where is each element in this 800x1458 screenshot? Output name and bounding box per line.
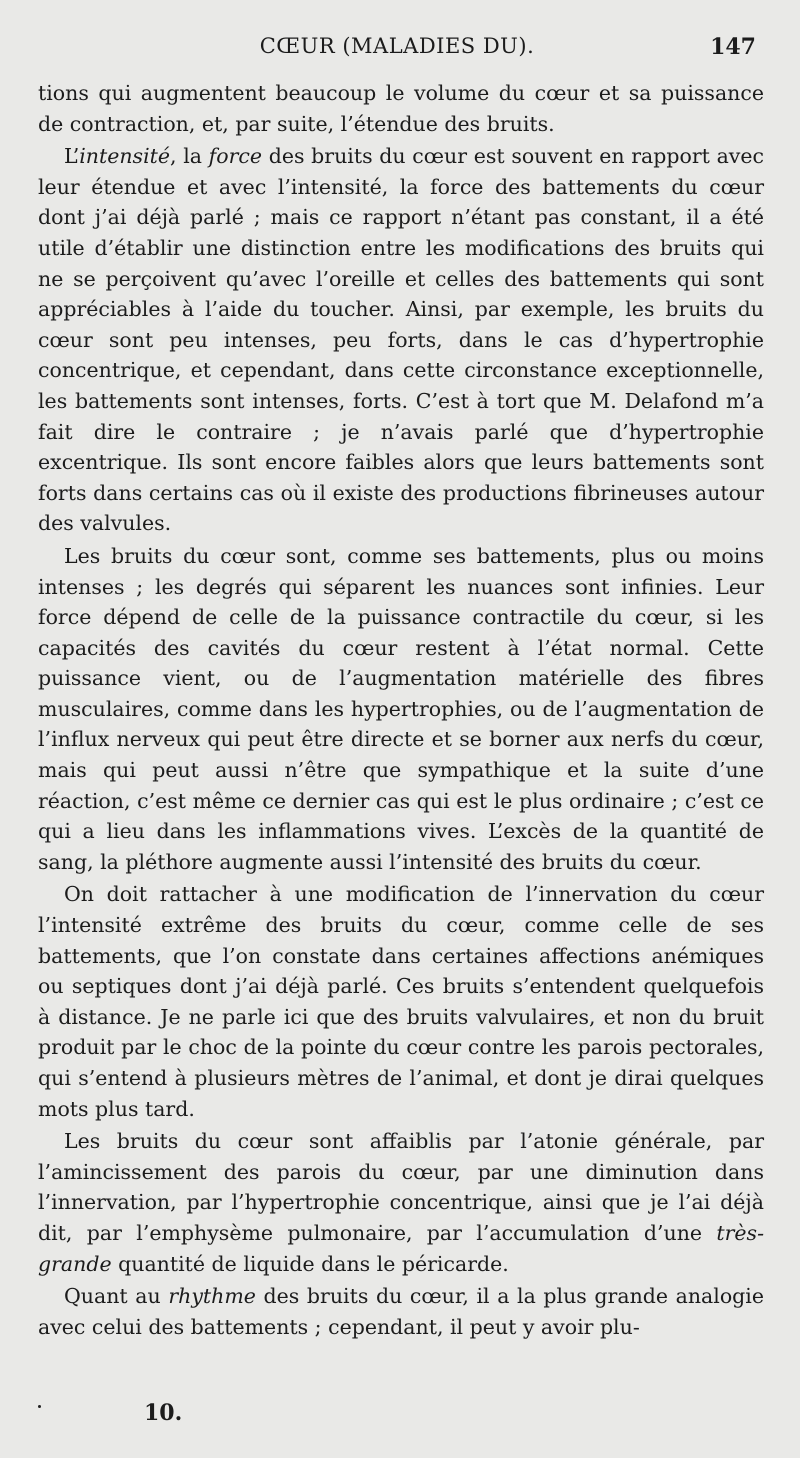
paragraph [38,141,764,539]
paragraph [38,1281,764,1342]
page-number: 147 [710,34,756,60]
italic-text-run: intensité [79,144,170,169]
paragraph [38,541,764,878]
body-text [38,78,764,1342]
text-run: Les bruits du cœur sont affaiblis par l’atonie générale, par l’amincissement des parois du cœur, par une diminution dans l’innervation, par l’hypertrophie concentrique, ainsi que je l’ai déjà dit, par l’emphysème pulmonaire, par l’accumulation d’une [38,1129,764,1245]
text-run: , la [170,144,209,169]
text-run: des bruits du cœur est souvent en rapport avec leur étendue et avec l’intensité, la force des battements du cœur dont j’ai déjà parlé ; mais ce rapport n’étant pas constant, il a été utile d’établir une distinction entre les modifications des bruits qui ne se perçoivent qu’avec l’oreille et celles des battements qui sont appréciables à l’aide du toucher. Ainsi, par exemple, les bruits du cœur sont peu intenses, peu forts, dans le cas d’hypertrophie concentrique, et cependant, dans cette circonstance exceptionnelle, les battements sont intenses, forts. C’est à tort que M. Delafond m’a fait dire le contraire ; je n’avais parlé que d’hypertrophie excentrique. Ils sont encore faibles alors que leurs battements sont forts dans certains cas où il existe des productions fibrineuses autour des valvules. [38,144,764,536]
text-run: des bruits du cœur, il a la plus grande analogie avec celui des battements ; cependant, il peut y avoir plu- [38,1284,764,1339]
paragraph [38,879,764,1124]
page-header [38,34,756,62]
text-run: quantité de liquide dans le péricarde. [111,1251,509,1276]
italic-text-run: très-grande [38,1220,764,1276]
italic-text-run: force [208,144,263,169]
text-run: tions qui augmentent beaucoup le volume du cœur et sa puissance de contraction, et, par suite, l’étendue des bruits. [38,81,764,136]
signature-mark: 10. [144,1400,183,1426]
text-run: L’ [64,144,80,169]
text-run: Les bruits du cœur sont, comme ses battements, plus ou moins intenses ; les degrés qui séparent les nuances sont infinies. Leur force dépend de celle de la puissance contractile du cœur, si les capacités des cavités du cœur restent à l’état normal. Cette puissance vient, ou de l’augmentation matérielle des fibres musculaires, comme dans les hypertrophies, ou de l’augmentation de l’influx nerveux qui peut être directe et se borner aux nerfs du cœur, mais qui peut aussi n’être que sympathique et la suite d’une réaction, c’est même ce dernier cas qui est le plus ordinaire ; c’est ce qui a lieu dans les inflammations vives. L’excès de la quantité de sang, la pléthore augmente aussi l’intensité des bruits du cœur. [38,543,764,874]
paragraph [38,78,764,139]
text-run: On doit rattacher à une modification de l’innervation du cœur l’intensité extrême des bruits du cœur, comme celle de ses battements, que l’on constate dans certaines affections anémiques ou septiques dont j’ai déjà parlé. Ces bruits s’entendent quelquefois à distance. Je ne parle ici que des bruits valvulaires, et non du bruit produit par le choc de la pointe du cœur contre les parois pectorales, qui s’entend à plusieurs mètres de l’animal, et dont je dirai quelques mots plus tard. [38,882,764,1121]
italic-text-run: rhythme [168,1284,256,1309]
paragraph [38,1126,764,1279]
running-title: CŒUR (MALADIES DU). [259,34,535,58]
text-run: Quant au [64,1284,169,1309]
print-speck [38,1405,41,1408]
